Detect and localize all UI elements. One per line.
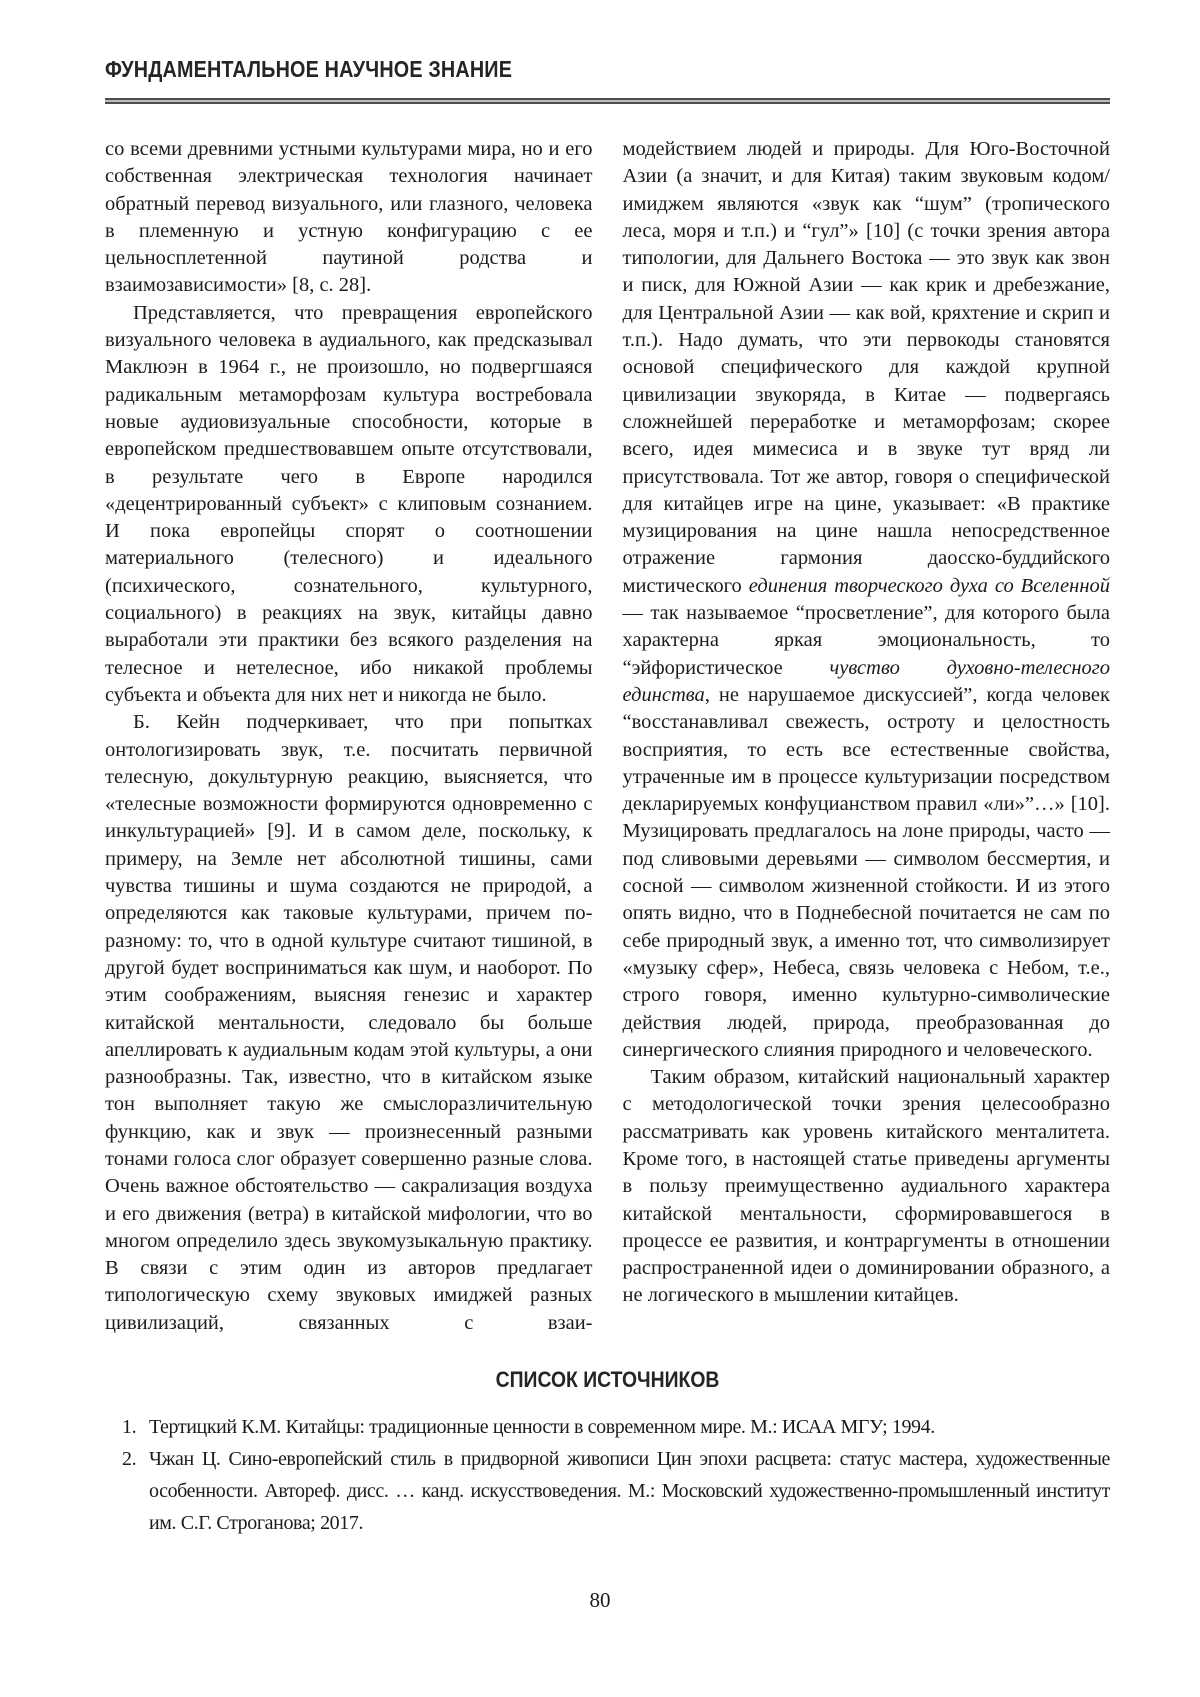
text-run: Таким образом, китайский национальный характер с методологической точки зрения целесообразно рассматривать как уровень китайского менталитета. Кроме того, в настоящей статье приведены аргументы в пользу преимущественно аудиального характера китайской ментальности, сформировавшегося в процессе ее развития, и контраргументы в отношении распространенной идеи о доминировании образного, а не логического в мышлении китайцев. <box>622 1066 1110 1307</box>
text-run: — так называемое “просветление”, для которого была характерна яркая эмоциональность, то “эйфористическое <box>622 602 1110 679</box>
text-run: Представляется, что превращения европейского визуального человека в аудиального, как предсказывал Маклюэн в 1964 г., не произошло, но подвергшаяся радикальным метаморфозам культура востребовала новые аудиовизуальные способности, которые в европейском предшествовавшем опыте отсутствовали, в результате чего в Европе народился «децентрированный субъект» с клиповым сознанием. И пока европейцы спорят о соотношении материального (телесного) и идеального (психического, сознательного, культурного, социального) в реакциях на звук, китайцы давно выработали эти практики без всякого разделения на телесное и нетелесное, ибо никакой проблемы субъекта и объекта для них нет и никогда не было. <box>105 301 593 706</box>
reference-text: Чжан Ц. Сино-европейский стиль в придворной живописи Цин эпохи расцвета: статус мастера, художественные особенности. Автореф. дисс. … канд. искусствоведения. М.: Московский художественно-промышленный институт им. С.Г. Строганова; 2017. <box>149 1448 1110 1535</box>
reference-number: 1. <box>122 1416 137 1439</box>
paragraph <box>623 1064 1111 1310</box>
article-body <box>105 136 1110 1337</box>
reference-text: Тертицкий К.М. Китайцы: традиционные ценности в современном мире. М.: ИСАА МГУ; 1994. <box>149 1416 935 1439</box>
running-head <box>105 56 1110 104</box>
text-run: единения творческого духа со Вселенной <box>748 574 1110 597</box>
text-run: Б. Кейн подчеркивает, что при попытках онтологизировать звук, т.е. посчитать первичной телесную, докультурную реакцию, выясняется, что «телесные возможности формируются одновременно с инкультурацией» [9]. И в самом деле, поскольку, к примеру, на Земле нет абсолютной тишины, сами чувства тишины и шума создаются не природой, а определяются как таковые культурами, причем по-разному: то, что в одной культуре считают тишиной, в другой будет восприниматься как шум, и наоборот. По этим соображениям, выясняя генезис и характер китайской ментальности, следовало бы больше апеллировать к аудиальным кодам этой культуры, а они разнообразны. Так, известно, что в китайском языке тон выполняет такую же смыслоразличительную функцию, как и звук — произнесенный разными тонами голоса слог образует совершенно разные слова. Очень важное обстоятельство — сакрализация воздуха и его движения (ветра) в китайской мифологии, что во многом определило здесь звукомузыкальную практику. В связи с этим один из авторов предлагает типологическую схему звуковых имиджей разных цивилизаций, связанных с взаи- <box>105 711 593 1334</box>
reference-item <box>105 1443 1110 1539</box>
references-list <box>105 1411 1110 1539</box>
header-rule <box>105 98 1110 104</box>
paragraph <box>105 300 593 709</box>
references-section <box>105 1367 1110 1539</box>
paragraph <box>105 136 593 300</box>
text-run: чувство духовно-телесного единства <box>622 656 1111 706</box>
reference-number: 2. <box>122 1448 137 1471</box>
reference-item <box>105 1411 1110 1443</box>
right-column <box>623 136 1111 1337</box>
paragraph <box>623 136 1111 1064</box>
paragraph <box>105 709 593 1337</box>
left-column <box>105 136 593 1337</box>
text-run: со всеми древними устными культурами мира, но и его собственная электрическая технология начинает обратный перевод визуального, или глазного, человека в племенную и устную конфигурацию с ее цельносплетенной паутиной родства и взаимозависимости» [8, с. 28]. <box>105 138 593 297</box>
text-run: , не нарушаемое дискуссией”, когда человек “восстанавливал свежесть, остроту и целостность восприятия, то есть все естественные свойства, утраченные им в процессе культуризации посредством декларируемых конфуцианством правил «ли»”…» [10]. Музицировать предлагалось на лоне природы, часто — под сливовыми деревьями — символом бессмертия, и сосной — символом жизненной стойкости. И из этого опять видно, что в Поднебесной почитается не сам по себе природный звук, а именно тот, что символизирует «музыку сфер», Небеса, связь человека с Небом, т.е., строго говоря, именно культурно-символические действия людей, природа, преобразованная до синергического слияния природного и человеческого. <box>622 683 1110 1061</box>
text-run: модействием людей и природы. Для Юго-Восточной Азии (а значит, и для Китая) таким звуковым кодом/имиджем являются «звук как “шум” (тропического леса, моря и т.п.) и “гул”» [10] (с точки зрения автора типологии, для Дальнего Востока — это звук как звон и писк, для Южной Азии — как крик и дребезжание, для Центральной Азии — как вой, кряхтение и скрип и т.п.). Надо думать, что эти первокоды становятся основой специфического для каждой крупной цивилизации звукоряда, в Китае — подвергаясь сложнейшей переработке и метаморфозам; скорее всего, идея мимесиса и в звуке тут вряд ли присутствовала. Тот же автор, говоря о специфической для китайцев игре на цине, указывает: «В практике музицирования на цине нашла непосредственное отражение гармония даосско-буддийского мистического <box>622 138 1110 597</box>
section-rubric: ФУНДАМЕНТАЛЬНОЕ НАУЧНОЕ ЗНАНИЕ <box>105 56 513 82</box>
references-title: СПИСОК ИСТОЧНИКОВ <box>495 1367 720 1393</box>
page-number: 80 <box>589 1588 611 1612</box>
page-footer <box>0 1588 1200 1613</box>
